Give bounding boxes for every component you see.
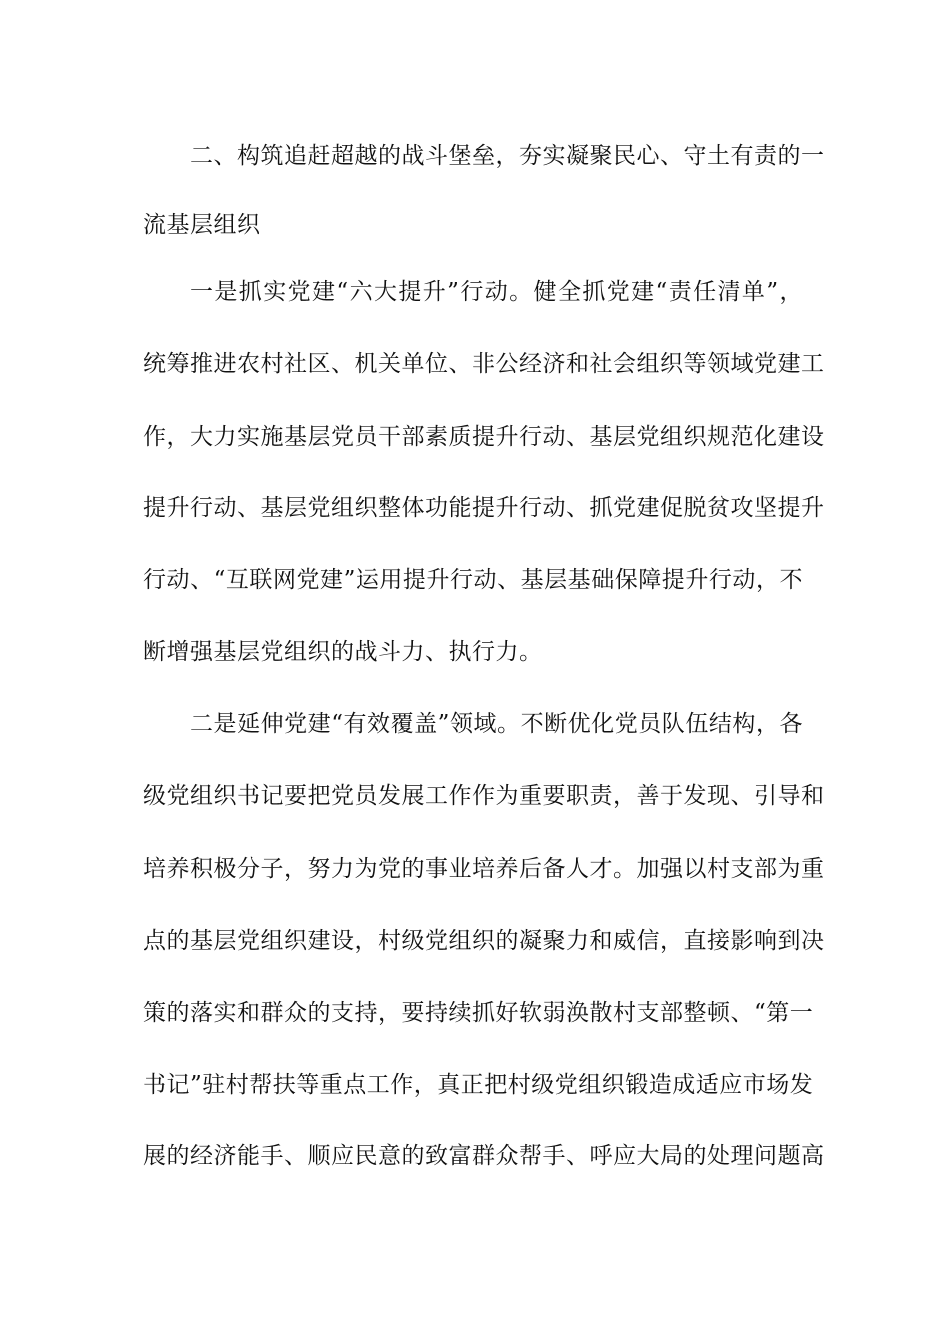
section-heading-line-2: 流基层组织 bbox=[143, 212, 261, 238]
paragraph-2-line-4: 点的基层党组织建设，村级党组织的凝聚力和威信，直接影响到决 bbox=[143, 928, 825, 954]
paragraph-2-line-2: 级党组织书记要把党员发展工作作为重要职责，善于发现、引导和 bbox=[143, 783, 825, 809]
paragraph-2-line-6: 书记”驻村帮扶等重点工作，真正把村级党组织锻造成适应市场发 bbox=[143, 1072, 814, 1098]
paragraph-2-line-1: 二是延伸党建“有效覆盖”领域。不断优化党员队伍结构，各 bbox=[190, 711, 803, 737]
paragraph-1-line-5: 行动、“互联网党建”运用提升行动、基层基础保障提升行动，不 bbox=[143, 567, 803, 593]
paragraph-1-line-3: 作，大力实施基层党员干部素质提升行动、基层党组织规范化建设 bbox=[143, 424, 825, 450]
paragraph-1-line-6: 断增强基层党组织的战斗力、执行力。 bbox=[143, 639, 543, 665]
section-heading-line-1: 二、构筑追赶超越的战斗堡垒，夯实凝聚民心、守土有责的一 bbox=[190, 143, 825, 169]
paragraph-1-line-4: 提升行动、基层党组织整体功能提升行动、抓党建促脱贫攻坚提升 bbox=[143, 495, 825, 521]
paragraph-2-line-3: 培养积极分子，努力为党的事业培养后备人才。加强以村支部为重 bbox=[143, 856, 825, 882]
paragraph-2-line-5: 策的落实和群众的支持，要持续抓好软弱涣散村支部整顿、“第一 bbox=[143, 1000, 814, 1026]
paragraph-1-line-2: 统筹推进农村社区、机关单位、非公经济和社会组织等领域党建工 bbox=[143, 351, 825, 377]
paragraph-2-line-7: 展的经济能手、顺应民意的致富群众帮手、呼应大局的处理问题高 bbox=[143, 1143, 825, 1169]
paragraph-1-line-1: 一是抓实党建“六大提升”行动。健全抓党建“责任清单”， bbox=[190, 279, 803, 305]
